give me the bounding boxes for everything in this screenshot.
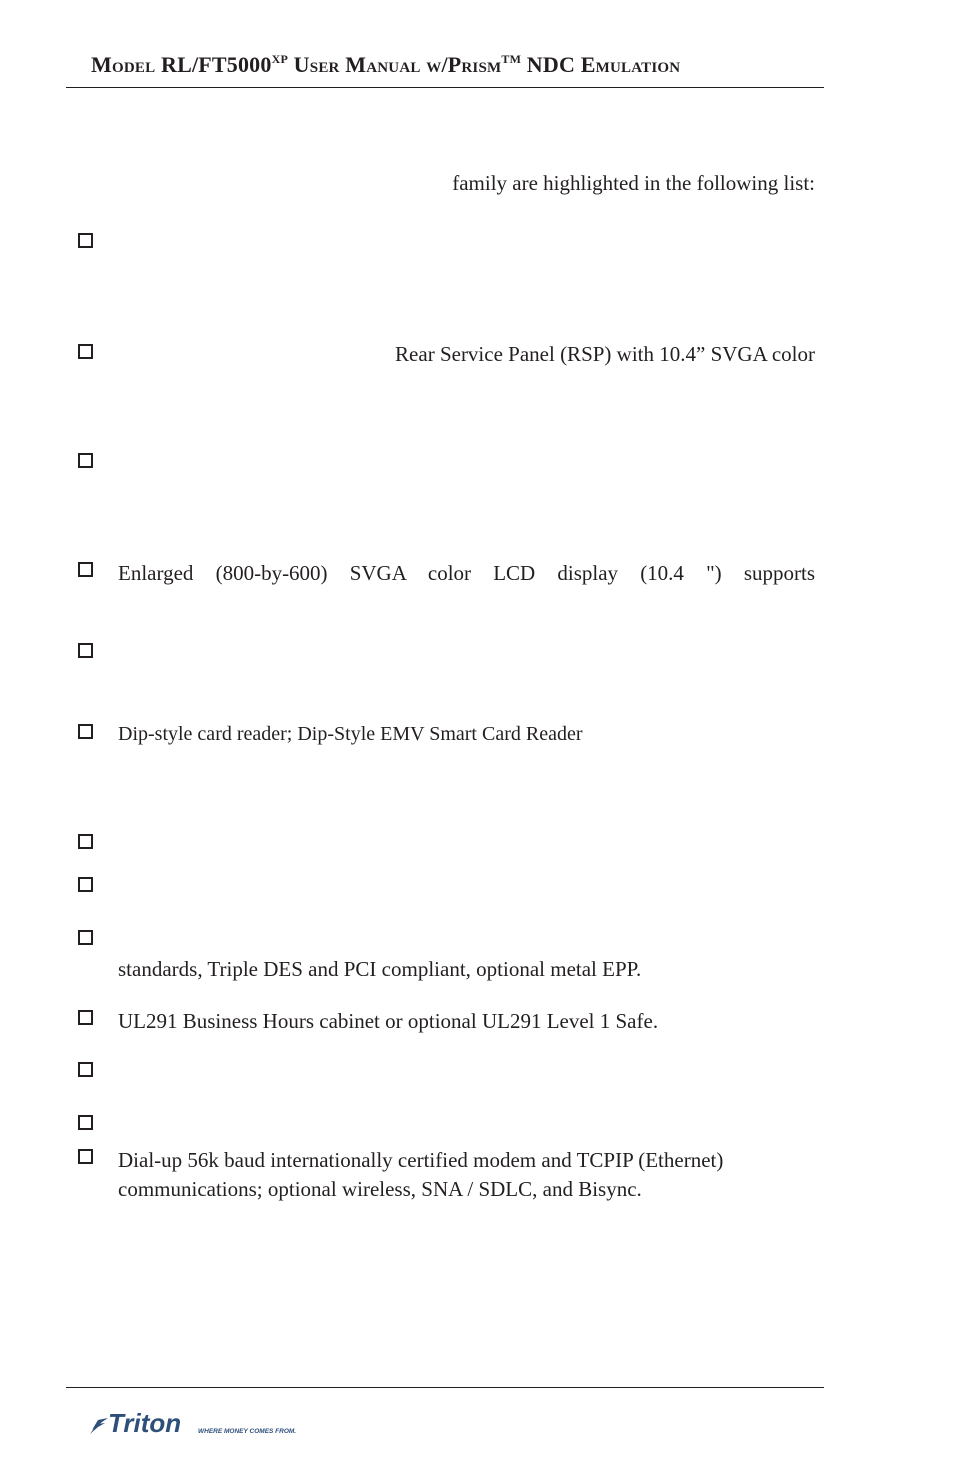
header-part-2: XP xyxy=(271,52,288,66)
logo-tagline: WHERE MONEY COMES FROM. xyxy=(198,1428,297,1435)
running-header xyxy=(91,52,680,78)
checkbox-icon xyxy=(78,1115,93,1130)
header-part-6: Emulation xyxy=(580,52,681,77)
checkbox-icon xyxy=(78,930,93,945)
header-part-1: RL/FT5000 xyxy=(155,52,272,77)
header-part-4: TM xyxy=(501,52,522,66)
header-part-3: User Manual w/Prism xyxy=(287,52,502,77)
checkbox-icon xyxy=(78,233,93,248)
checkbox-icon xyxy=(78,643,93,658)
list-item-text: Dial-up 56k baud internationally certified modem and TCPIP (Ethernet) xyxy=(118,1148,724,1172)
checkbox-icon xyxy=(78,1149,93,1164)
footer-rule xyxy=(66,1387,824,1388)
checkbox-icon xyxy=(78,1062,93,1077)
checkbox-icon xyxy=(78,834,93,849)
triton-mark-icon xyxy=(90,1418,108,1434)
header-part-0: Model xyxy=(91,52,156,77)
checkbox-icon xyxy=(78,562,93,577)
list-item-text: Enlarged (800-by-600) SVGA color LCD display (10.4 ") supports xyxy=(118,561,815,585)
list-item-continuation: communications; optional wireless, SNA / SDLC, and Bisync. xyxy=(118,1177,642,1201)
logo-wordmark: Triton xyxy=(108,1408,182,1438)
checkbox-icon xyxy=(78,724,93,739)
checkbox-icon xyxy=(78,344,93,359)
header-part-5: NDC xyxy=(521,52,581,77)
list-item-text: Dip-style card reader; Dip-Style EMV Smart Card Reader xyxy=(118,723,583,745)
list-item-text: Rear Service Panel (RSP) with 10.4” SVGA color xyxy=(395,342,815,366)
checkbox-icon xyxy=(78,453,93,468)
list-item-continuation: standards, Triple DES and PCI compliant, optional metal EPP. xyxy=(118,957,642,981)
list-item-text: UL291 Business Hours cabinet or optional UL291 Level 1 Safe. xyxy=(118,1009,659,1033)
triton-logo xyxy=(88,1408,308,1438)
checkbox-icon xyxy=(78,1010,93,1025)
header-rule xyxy=(66,87,824,88)
checkbox-icon xyxy=(78,877,93,892)
intro-text: family are highlighted in the following list: xyxy=(452,171,815,195)
